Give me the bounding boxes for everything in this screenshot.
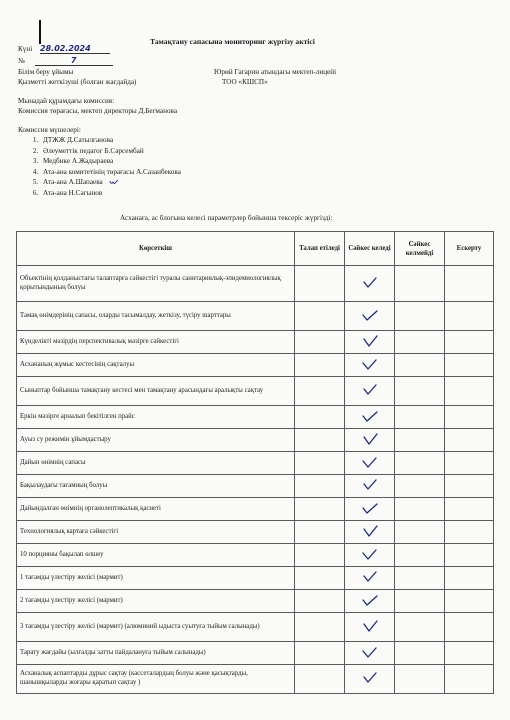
- org-right-1: Юрий Гагарин атындағы мектеп-лицейі: [214, 68, 337, 76]
- signature-mark: [109, 179, 119, 186]
- indicator-cell: Сыныптар бойынша тамақтану кестесі мен тамақтану арасындағы аралықты сақтау: [17, 377, 295, 406]
- number-label: №: [18, 57, 25, 65]
- note-cell: [445, 452, 494, 475]
- matches-cell: [345, 613, 395, 642]
- not-matches-cell: [395, 475, 445, 498]
- commission-intro: Мынадай құрамдағы комиссия:: [18, 97, 115, 105]
- not-matches-cell: [395, 406, 445, 429]
- not-matches-cell: [395, 377, 445, 406]
- commission-chair: Комиссия төрағасы, мектеп директоры Д.Бегманова: [18, 107, 178, 115]
- members-list: [18, 135, 181, 199]
- indicator-cell: 1 тағамды үлестіру желісі (мармит): [17, 567, 295, 590]
- not-matches-cell: [395, 429, 445, 452]
- required-cell: [295, 377, 345, 406]
- note-cell: [445, 498, 494, 521]
- matches-cell: [345, 452, 395, 475]
- table-row: [17, 544, 494, 567]
- date-value: 28.02.2024: [40, 44, 110, 54]
- table-header-row: [17, 232, 494, 266]
- required-cell: [295, 642, 345, 665]
- members-heading: Комиссия мүшелері:: [18, 126, 81, 134]
- indicator-cell: Тамақ өнімдерінің сапасы, оларды тасымалдау, жеткізу, түсіру шарттары: [17, 302, 295, 331]
- matches-cell: [345, 377, 395, 406]
- note-cell: [445, 613, 494, 642]
- matches-cell: [345, 665, 395, 694]
- checkmark-icon: [361, 308, 379, 322]
- checkmark-icon: [361, 570, 379, 584]
- not-matches-cell: [395, 452, 445, 475]
- matches-cell: [345, 567, 395, 590]
- required-cell: [295, 665, 345, 694]
- matches-cell: [345, 429, 395, 452]
- checkmark-icon: [361, 619, 379, 633]
- note-cell: [445, 406, 494, 429]
- member-item: 5. Ата-ана А.Шапаева: [40, 177, 181, 188]
- note-cell: [445, 331, 494, 354]
- indicator-cell: Асханалық аспаптарды дұрыс сақтау (кассеталардың болуы және қасықтарды, шанышқыларды жоғары қаратып сақтау ): [17, 665, 295, 694]
- table-row: [17, 354, 494, 377]
- not-matches-cell: [395, 642, 445, 665]
- required-cell: [295, 613, 345, 642]
- note-cell: [445, 377, 494, 406]
- table-row: [17, 377, 494, 406]
- checkmark-icon: [361, 478, 379, 492]
- required-cell: [295, 302, 345, 331]
- matches-cell: [345, 498, 395, 521]
- indicator-cell: 3 тағамды үлестіру желісі (мармит) (алюминий ыдыста суытуға тыйым салынады): [17, 613, 295, 642]
- member-item: 2. Әлеуметтік педагог Б.Сәрсембай: [40, 146, 181, 157]
- indicator-cell: Объектінің қолданыстағы талаптарға сәйкестігі туралы санитариялық-эпидемиологиялық қорытындының болуы: [17, 266, 295, 302]
- note-cell: [445, 521, 494, 544]
- indicator-cell: Дайындалған өнімнің органолептикалық қасиеті: [17, 498, 295, 521]
- required-cell: [295, 406, 345, 429]
- header-required: Талап етіледі: [295, 232, 345, 266]
- not-matches-cell: [395, 590, 445, 613]
- matches-cell: [345, 590, 395, 613]
- matches-cell: [345, 544, 395, 567]
- note-cell: [445, 429, 494, 452]
- checkmark-icon: [361, 409, 379, 423]
- indicator-cell: Тарату жағдайы (ылғалды затты пайдалануға тыйым салынады): [17, 642, 295, 665]
- required-cell: [295, 521, 345, 544]
- table-row: [17, 498, 494, 521]
- table-row: [17, 429, 494, 452]
- required-cell: [295, 266, 345, 302]
- not-matches-cell: [395, 331, 445, 354]
- org-left-1: Білім беру ұйымы: [18, 68, 74, 76]
- table-row: [17, 642, 494, 665]
- matches-cell: [345, 266, 395, 302]
- note-cell: [445, 266, 494, 302]
- not-matches-cell: [395, 302, 445, 331]
- number-value: 7: [35, 56, 113, 66]
- not-matches-cell: [395, 521, 445, 544]
- matches-cell: [345, 406, 395, 429]
- checkmark-icon: [361, 357, 379, 371]
- required-cell: [295, 590, 345, 613]
- checkmark-icon: [361, 524, 379, 538]
- checkmark-icon: [361, 276, 379, 290]
- org-left-2: Қызметті жеткізуші (болған жағдайда): [18, 78, 137, 86]
- member-item: 1. ДТЖЖ Д.Сатылганова: [40, 135, 181, 146]
- not-matches-cell: [395, 266, 445, 302]
- not-matches-cell: [395, 613, 445, 642]
- table-row: [17, 590, 494, 613]
- checkmark-icon: [361, 432, 379, 446]
- not-matches-cell: [395, 498, 445, 521]
- matches-cell: [345, 354, 395, 377]
- required-cell: [295, 475, 345, 498]
- header-indicator: Көрсеткіш: [17, 232, 295, 266]
- checkmark-icon: [361, 383, 379, 397]
- required-cell: [295, 498, 345, 521]
- not-matches-cell: [395, 354, 445, 377]
- note-cell: [445, 567, 494, 590]
- inspection-intro: Асханаға, ас блогына келесі параметрлер бойынша тексеріс жүргізді:: [120, 214, 333, 222]
- note-cell: [445, 544, 494, 567]
- note-cell: [445, 354, 494, 377]
- table-row: [17, 302, 494, 331]
- table-row: [17, 331, 494, 354]
- not-matches-cell: [395, 544, 445, 567]
- checkmark-icon: [361, 593, 379, 607]
- checkmark-icon: [361, 547, 379, 561]
- note-cell: [445, 590, 494, 613]
- checkmark-icon: [361, 645, 379, 659]
- table-row: [17, 665, 494, 694]
- matches-cell: [345, 521, 395, 544]
- indicator-cell: Технологиялық картаға сәйкестігі: [17, 521, 295, 544]
- date-label: Күні: [18, 45, 33, 53]
- document-title: Тамақтану сапасына мониторинг жүргізу актісі: [150, 37, 315, 46]
- required-cell: [295, 331, 345, 354]
- table-row: [17, 452, 494, 475]
- header-note: Ескерту: [445, 232, 494, 266]
- table-row: [17, 475, 494, 498]
- org-right-2: ТОО «КШСП»: [222, 78, 268, 86]
- header-not-matches: Сәйкес келмейді: [395, 232, 445, 266]
- table-row: [17, 266, 494, 302]
- indicator-cell: Дайын өнімнің сапасы: [17, 452, 295, 475]
- note-cell: [445, 302, 494, 331]
- required-cell: [295, 567, 345, 590]
- table-row: [17, 406, 494, 429]
- not-matches-cell: [395, 665, 445, 694]
- checkmark-icon: [361, 671, 379, 685]
- checkmark-icon: [361, 501, 379, 515]
- inspection-table: [16, 231, 494, 694]
- member-item: 6. Ата-ана Н.Сагынов: [40, 188, 181, 199]
- scan-artifact-mark: [39, 20, 41, 44]
- indicator-cell: 10 порцияны бақылап өлшеу: [17, 544, 295, 567]
- table-row: [17, 521, 494, 544]
- indicator-cell: 2 тағамды үлестіру желісі (мармит): [17, 590, 295, 613]
- required-cell: [295, 354, 345, 377]
- matches-cell: [345, 331, 395, 354]
- required-cell: [295, 544, 345, 567]
- member-item: 4. Ата-ана комитетінің төрағасы А.Сазанбекова: [40, 167, 181, 178]
- indicator-cell: Еркін мәзірге арналып бекітілген прайс: [17, 406, 295, 429]
- date-row: [18, 44, 110, 54]
- matches-cell: [345, 642, 395, 665]
- required-cell: [295, 429, 345, 452]
- header-matches: Сәйкес келеді: [345, 232, 395, 266]
- indicator-cell: Бақылаудағы тағамның болуы: [17, 475, 295, 498]
- note-cell: [445, 665, 494, 694]
- member-item: 3. Медбике А.Жадыраева: [40, 156, 181, 167]
- table-row: [17, 613, 494, 642]
- indicator-cell: Күнделікті мәзірдің перспективалық мәзірге сәйкестігі: [17, 331, 295, 354]
- not-matches-cell: [395, 567, 445, 590]
- table-row: [17, 567, 494, 590]
- matches-cell: [345, 302, 395, 331]
- checkmark-icon: [361, 455, 379, 469]
- indicator-cell: Ауыз су режимін ұйымдастыру: [17, 429, 295, 452]
- required-cell: [295, 452, 345, 475]
- note-cell: [445, 475, 494, 498]
- indicator-cell: Асхананың жұмыс кестесінің сақталуы: [17, 354, 295, 377]
- number-row: [18, 56, 113, 66]
- note-cell: [445, 642, 494, 665]
- matches-cell: [345, 475, 395, 498]
- checkmark-icon: [361, 334, 379, 348]
